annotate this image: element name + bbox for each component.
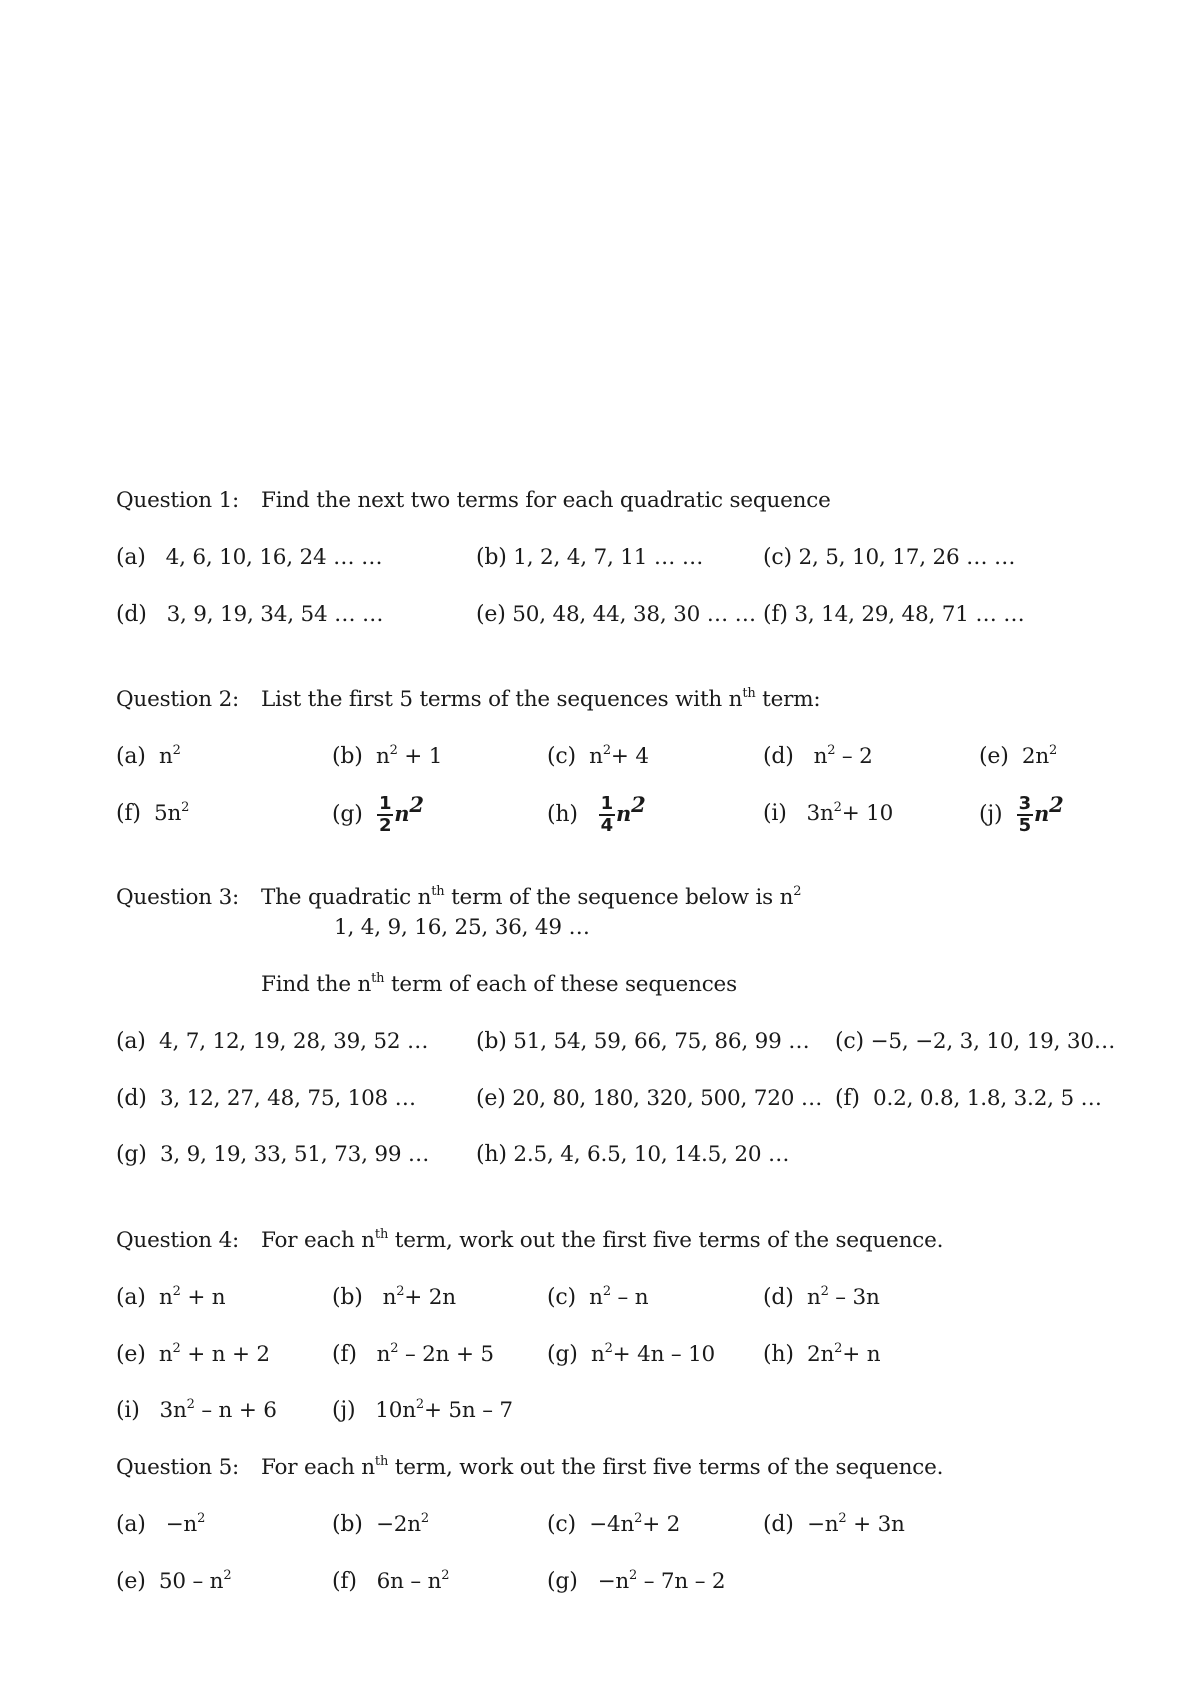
q1-item-e [476,595,756,635]
q4-item-c: (c) $n^2$ – n [547,1284,649,1310]
q3-item-h: (h) 2.5, 4, 6.5, 10, 14.5, 20 … [476,1142,790,1167]
q5-row-1 [0,1505,1200,1545]
q3-item-g: (g) 3, 9, 19, 33, 51, 73, 99 … [116,1142,430,1167]
q4-row-1 [0,1278,1200,1318]
q5-item-a: (a) $-n^2$ [116,1511,206,1537]
q2-item-c: (c) $n^2+ 4$ [547,743,649,769]
q4-item-d: (d) $n^2 - 3n$ [763,1284,880,1310]
q5-item-d: $(d) -n^2 + 3n$ [763,1511,905,1537]
item-label: (c) [763,545,792,570]
q2-prompt: List the first 5 terms of the sequences with $n^{th}$ term: [261,686,821,712]
q4-item-e: (e) $n^2 + n + 2$ [116,1341,270,1367]
q5-row-2 [0,1562,1200,1602]
q1-item-c [763,538,1015,578]
q4-item-h: (h) $2n^2+ n$ [763,1341,881,1367]
q3-row-1 [0,1022,1200,1062]
q3-item-c: (c) −5, −2, 3, 10, 19, 30… [835,1029,1116,1054]
q5-item-e: (e) $50 - n^2$ [116,1568,232,1594]
q2-item-g: (g) $\frac{1}{2}$ $n^2$ [332,792,424,836]
fraction: $\frac{1}{4}$ [600,793,613,836]
q3-item-b: (b) 51, 54, 59, 66, 75, 86, 99 … [476,1029,810,1054]
sequence: 4, 6, 10, 16, 24 … … [165,545,383,570]
sequence: 50, 48, 44, 38, 30 … … [512,602,756,627]
q4-item-g: (g) $n^2+ 4n - 10$ [547,1341,716,1367]
q5-prompt: For each $n^{th}$ term, work out the first five terms of the sequence. [261,1454,944,1480]
q2-item-a: (a) $n^2$ [116,743,181,769]
q1-heading [0,481,1200,521]
sequence: 3, 14, 29, 48, 71 … … [794,602,1025,627]
q2-row-2 [0,794,1200,834]
q2-item-i: (i) $3n^2+ 10$ [763,800,894,826]
q2-item-h: (h) $\frac{1}{4}$ $n^2$ [547,792,646,836]
q5-item-g: (g) $-n^2 - 7n - 2$ [547,1568,726,1594]
q2-item-j: (j) $\frac{3}{5}$ $n^2$ [979,792,1064,836]
q4-row-2 [0,1335,1200,1375]
q3-subprompt: Find the $n^{th}$ term of each of these sequences [261,971,737,997]
q3-label: Question 3: [116,885,240,910]
fraction: $\frac{3}{5}$ [1018,793,1031,836]
q5-label: Question 5: [116,1455,240,1480]
item-label: (d) [116,602,147,627]
q1-prompt: Find the next two terms for each quadratic sequence [261,488,831,513]
q5-heading [0,1448,1200,1488]
q5-item-c: $(c) -4n^2+ 2$ [547,1511,681,1537]
q4-label: Question 4: [116,1228,240,1253]
item-label: (a) [116,545,146,570]
q3-prompt: The quadratic $n^{th}$ term of the sequence below is $n^2$ [261,884,802,910]
item-label: (b) [476,545,507,570]
q5-item-b: $(b) -2n^2$ [332,1511,429,1537]
q2-item-b: (b) $n^2 + 1$ [332,743,443,769]
q2-label: Question 2: [116,687,240,712]
q3-row-3 [0,1135,1200,1175]
q2-item-e: (e) $2n^2$ [979,743,1058,769]
item-label: (f) [763,602,788,627]
q1-item-d [116,595,383,635]
q1-item-f [763,595,1025,635]
sequence: 3, 9, 19, 34, 54 … … [166,602,384,627]
q4-item-a: (a) $n^2 + n$ [116,1284,226,1310]
q3-item-e: (e) 20, 80, 180, 320, 500, 720 … [476,1086,823,1111]
q1-item-b [476,538,703,578]
q1-row-2 [0,595,1200,635]
q3-subheading [0,965,1200,1005]
sequence: 1, 2, 4, 7, 11 … … [513,545,704,570]
q3-item-f: (f) 0.2, 0.8, 1.8, 3.2, 5 … [835,1086,1102,1111]
q3-item-a: (a) 4, 7, 12, 19, 28, 39, 52 … [116,1029,429,1054]
q3-item-d: (d) 3, 12, 27, 48, 75, 108 … [116,1086,416,1111]
q1-label: Question 1: [116,488,240,513]
q5-item-f: (f) $6n - n^2$ [332,1568,450,1594]
item-label: (e) [476,602,506,627]
q3-example-sequence: 1, 4, 9, 16, 25, 36, 49 … [334,915,590,940]
q4-item-f: (f) $n^2 - 2n + 5$ [332,1341,494,1367]
q1-item-a [116,538,382,578]
sequence: 2, 5, 10, 17, 26 … … [798,545,1016,570]
q2-item-d: (d) $n^2 - 2$ [763,743,873,769]
q4-item-i: (i) $3n^2 - n + 6$ [116,1397,277,1423]
q2-item-f: (f) $5n^2$ [116,800,190,826]
q2-row-1 [0,737,1200,777]
q4-item-b: (b) $n^2+ 2n$ [332,1284,456,1310]
q1-row-1 [0,538,1200,578]
fraction: $\frac{1}{2}$ [378,793,392,836]
q3-row-2 [0,1079,1200,1119]
q4-item-j: (j) $10n^2+ 5n - 7$ [332,1397,513,1423]
q2-heading [0,680,1200,720]
q4-heading [0,1221,1200,1261]
q4-prompt: For each $n^{th}$ term, work out the first five terms of the sequence. [261,1227,944,1253]
q3-example-row [0,908,1200,948]
q4-row-3 [0,1391,1200,1431]
